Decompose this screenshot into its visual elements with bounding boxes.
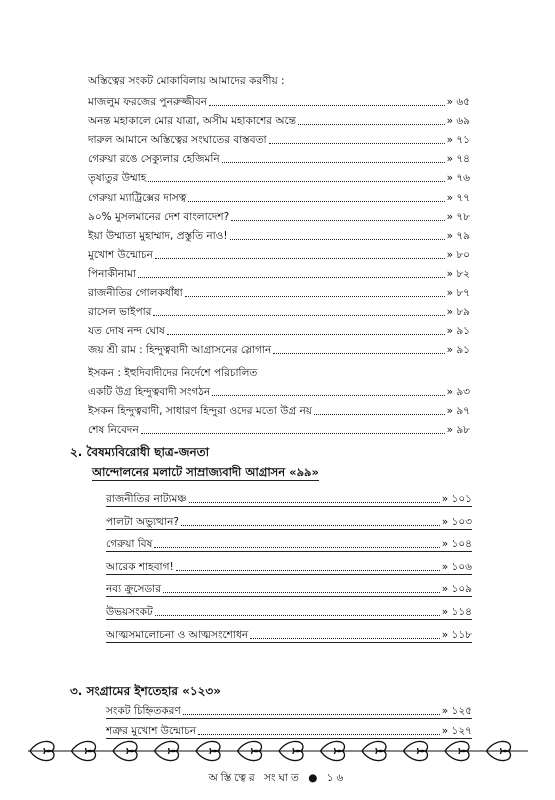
toc-entry-page: » ১২৭ <box>441 724 472 737</box>
dot-leader <box>163 592 440 593</box>
toc-entry-title: ইয়া উম্মাতা মুহাম্মাদ, প্রস্তুতি নাও! <box>88 229 228 242</box>
toc-entry-title: পালটা অভ্যুত্থান? <box>106 515 179 528</box>
toc-entry[interactable] <box>88 285 470 300</box>
dot-leader <box>314 414 445 415</box>
toc-entry-title: দারুল আমানে অস্তিত্বের সংঘাতের বাস্তবতা <box>88 134 267 147</box>
toc-entry-page: » ৮৯ <box>446 306 470 319</box>
toc-entry-title: উভয়সংকট <box>106 606 153 618</box>
toc-entry-page: » ৯৩ <box>446 386 470 398</box>
toc-entry[interactable] <box>88 342 470 357</box>
dot-leader <box>138 277 445 278</box>
toc-entry-title: একটি উগ্র হিন্দুত্ববাদী সংগঠন <box>88 386 211 398</box>
dot-leader <box>269 143 445 144</box>
section-3-title: ৩. সংগ্রামের ইশতেহার «১২৩» <box>70 684 221 698</box>
ornament-border-icon <box>28 738 528 764</box>
toc-entry-title: গেরুয়া ম্যাট্রিক্সের দাসত্ব <box>88 191 187 204</box>
toc-entry-page: » ১২৫ <box>441 705 472 717</box>
toc-entry[interactable] <box>88 209 470 224</box>
toc-entry-page: » ১০৬ <box>441 560 472 573</box>
dot-leader <box>183 714 440 715</box>
toc-entry[interactable] <box>88 228 470 243</box>
toc-entry[interactable] <box>106 604 472 620</box>
toc-entry-page: » ৬৫ <box>446 96 470 108</box>
dot-leader <box>176 570 440 571</box>
toc-entry-title: জয় শ্রী রাম : হিন্দুত্ববাদী আগ্রাসনের স্লোগান <box>88 344 272 357</box>
toc-entry-page: » ১০১ <box>441 493 472 505</box>
dot-leader <box>188 201 444 202</box>
toc-entry-page: » ৮২ <box>446 267 470 280</box>
toc-entry-page: » ৭৪ <box>446 153 470 166</box>
toc-entry-title: মাজলুম ফরজের পুনরুজ্জীবন <box>88 96 208 108</box>
intro-heading: অস্তিত্বের সংকট মোকাবিলায় আমাদের করণীয় : <box>88 75 285 87</box>
toc-entry[interactable] <box>88 151 470 166</box>
toc-entry-title: গেরুয়া বিষ <box>106 538 153 551</box>
toc-entry-page: » ১০৩ <box>441 515 472 528</box>
toc-entry[interactable] <box>106 703 472 719</box>
toc-entry[interactable] <box>106 514 472 530</box>
toc-entry[interactable] <box>88 170 470 185</box>
toc-entry[interactable] <box>88 247 470 262</box>
toc-entry-title: গেরুয়া রঙে সেক্যুলার হেজিমনি <box>88 153 220 166</box>
toc-entry-title: রাসেল ভাইপার <box>88 306 152 319</box>
toc-entry-title: আরেক শাহবাগ! <box>106 560 174 573</box>
dot-leader <box>222 162 445 163</box>
toc-entry[interactable] <box>88 323 470 338</box>
toc-entry[interactable] <box>88 132 470 147</box>
toc-entry[interactable] <box>88 304 470 319</box>
dot-leader <box>209 105 445 106</box>
toc-entry[interactable] <box>88 422 470 437</box>
toc-entry[interactable] <box>88 403 470 418</box>
dot-leader <box>141 433 445 434</box>
toc-entry[interactable] <box>88 384 470 399</box>
dot-leader <box>185 296 445 297</box>
toc-entry-title: নব্য ক্রুসেডার <box>106 583 161 596</box>
toc-entry-title: তৃষাতুর উম্মাহ <box>88 172 147 185</box>
toc-entry[interactable] <box>106 491 472 507</box>
toc-entry-page: » ৮০ <box>446 248 470 261</box>
toc-entry-page: » ৭৯ <box>446 229 470 242</box>
toc-entry-title: ৯০% মুসলমানের দেশ বাংলাদেশ? <box>88 210 230 223</box>
toc-entry-title: রাজনীতির নাট্যমঞ্চ <box>106 493 187 505</box>
dot-leader <box>155 615 440 616</box>
toc-entry-page: » ৯১ <box>446 344 470 357</box>
dot-leader <box>273 353 444 354</box>
toc-entry-page: » ৭১ <box>446 134 470 147</box>
section-2-subtitle: আন্দোলনের মলাটে সাম্রাজ্যবাদী আগ্রাসন «৯৯» <box>92 465 319 479</box>
toc-entry-title: শত্রুর মুখোশ উন্মোচন <box>106 724 197 737</box>
dot-leader <box>167 334 445 335</box>
dot-leader <box>155 258 445 259</box>
toc-entry-page: » ৬৯ <box>446 115 470 128</box>
toc-entry-page: » ৭৮ <box>446 210 470 223</box>
dot-leader <box>230 239 445 240</box>
dot-leader <box>298 124 445 125</box>
toc-entry-title: অনন্ত মহাকালে মোর যাত্রা, অসীম মহাকাশের অন্তে <box>88 115 296 128</box>
dot-leader <box>212 395 444 396</box>
toc-entry-title: মুখোশ উন্মোচন <box>88 248 153 261</box>
dot-leader <box>198 734 440 735</box>
toc-entry-page: » ৮৭ <box>446 287 470 299</box>
dot-leader <box>153 315 444 316</box>
toc-entry-title: পিনাকীনামা <box>88 267 136 280</box>
toc-entry-title: শেষ নিবেদন <box>88 424 139 436</box>
toc-entry-page: » ৯৭ <box>446 405 470 417</box>
toc-entry[interactable] <box>106 627 472 643</box>
toc-entry-page: » ৭৬ <box>446 172 470 185</box>
toc-entry-title: সংকট চিহ্নিতকরণ <box>106 705 181 717</box>
toc-entry[interactable] <box>106 559 472 575</box>
toc-entry[interactable] <box>106 536 472 552</box>
toc-entry-page: » ১১৮ <box>441 628 472 641</box>
toc-entry-page: » ১০৯ <box>441 583 472 596</box>
dot-leader <box>250 638 440 639</box>
toc-entry-title: আত্মসমালোচনা ও আত্মসংশোধন <box>106 628 249 641</box>
toc-entry[interactable] <box>88 94 470 109</box>
page-footer: অস্তিত্বের সংঘাত ● ১৬ <box>208 772 347 784</box>
dot-leader <box>148 181 444 182</box>
dot-leader <box>189 502 440 503</box>
dot-leader <box>231 220 444 221</box>
toc-entry[interactable] <box>88 190 470 205</box>
toc-entry-title: ইসকন হিন্দুত্ববাদী, সাধারণ হিন্দুরা ওদের মতো উগ্র নয় <box>88 405 313 417</box>
dot-leader <box>181 525 440 526</box>
section-2-title: ২. বৈষম্যবিরোধী ছাত্র-জনতা <box>70 445 210 459</box>
toc-entry[interactable] <box>88 266 470 281</box>
toc-entry-page: » ৯১ <box>446 325 470 338</box>
toc-entry[interactable] <box>106 723 472 739</box>
toc-entry-page: » ১০৪ <box>441 538 472 551</box>
dot-leader <box>154 547 439 548</box>
toc-entry-page: » ৭৭ <box>446 191 470 204</box>
toc-entry[interactable] <box>106 581 472 597</box>
toc-entry-title: যত দোষ নন্দ ঘোষ <box>88 325 165 338</box>
toc-entry-page: » ৯৮ <box>446 424 470 436</box>
toc-entry-title: রাজনীতির গোলকধাঁধা <box>88 287 183 299</box>
toc-entry[interactable] <box>88 113 470 128</box>
toc-entry-page: » ১১৪ <box>441 606 472 618</box>
iskcon-line-1: ইসকন : ইহুদিবাদীদের নির্দেশে পরিচালিত <box>88 367 258 379</box>
